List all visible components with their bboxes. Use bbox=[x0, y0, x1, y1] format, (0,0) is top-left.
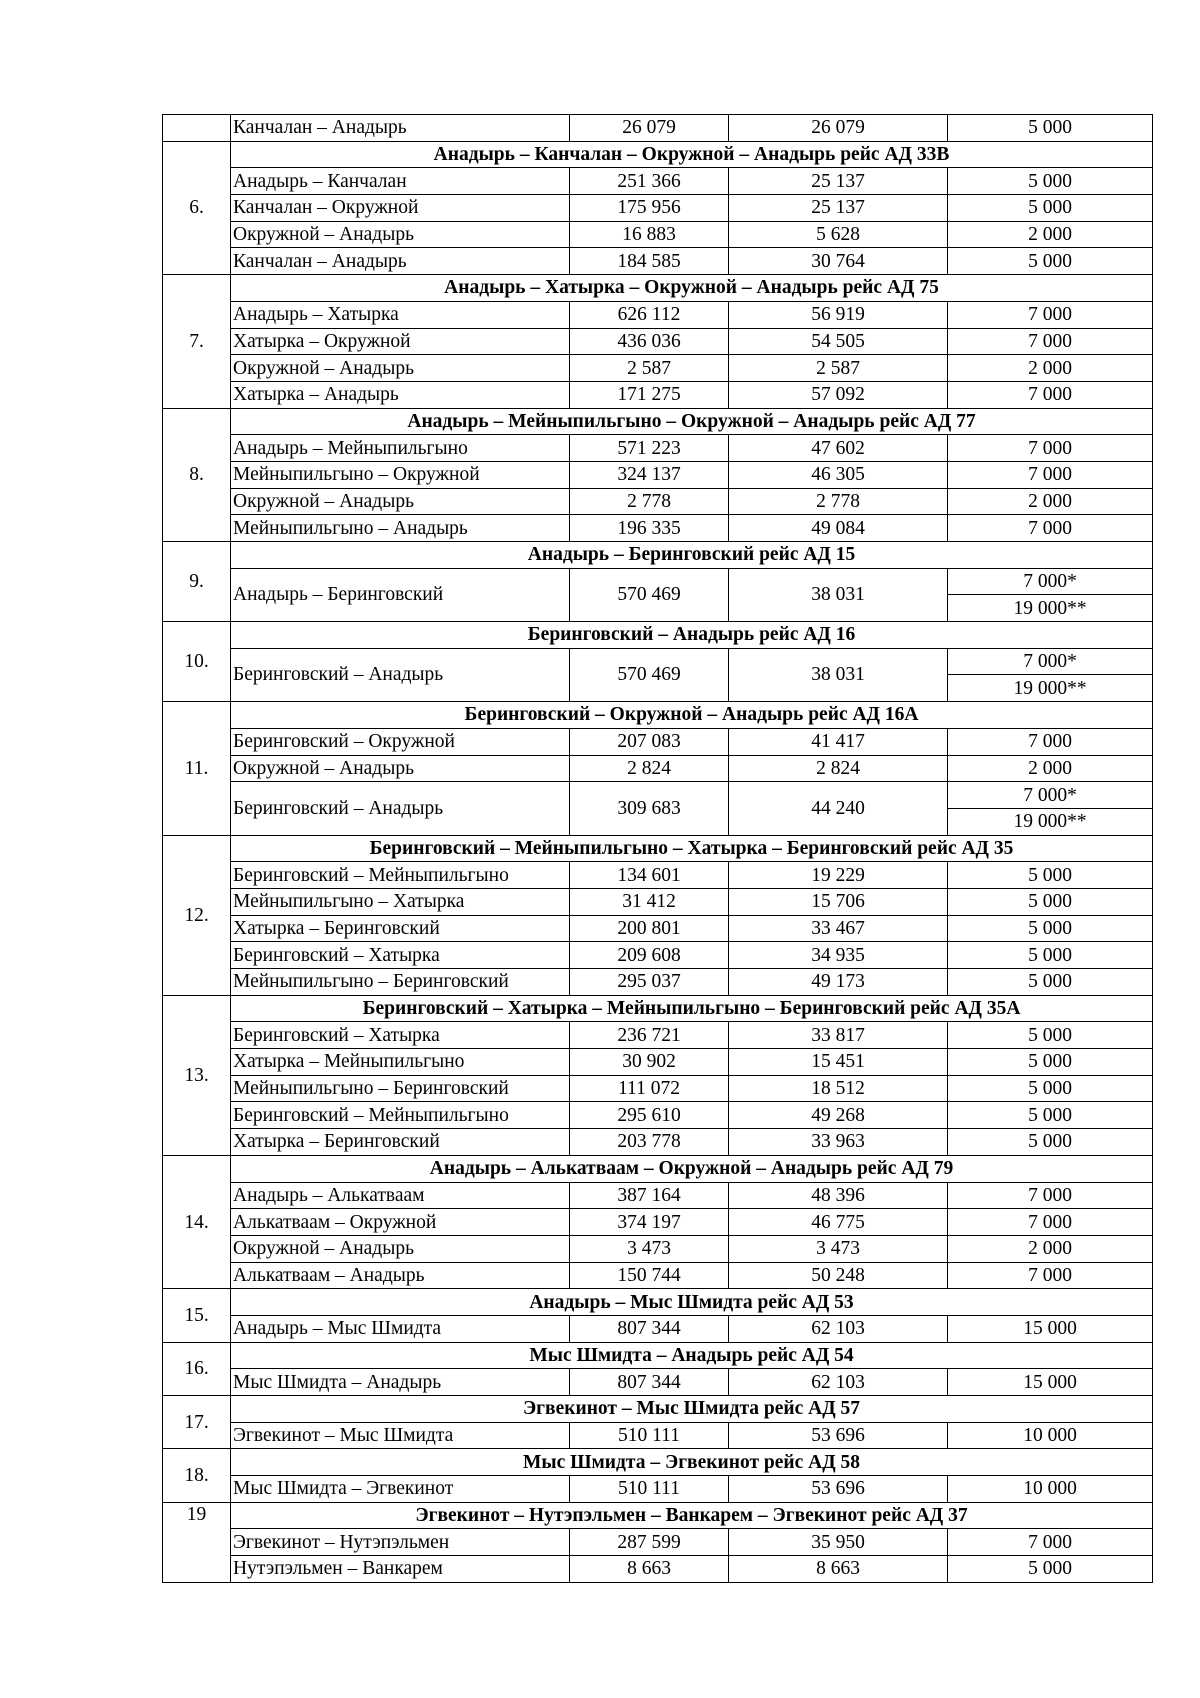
segment-row bbox=[163, 328, 1153, 355]
row-number: 19 bbox=[163, 1502, 231, 1582]
segment-row bbox=[163, 942, 1153, 969]
segment-value-a: 200 801 bbox=[570, 915, 729, 942]
row-number: 8. bbox=[163, 408, 231, 541]
segment-route: Анадырь – Беринговский bbox=[231, 568, 570, 621]
segment-value-a: 510 111 bbox=[570, 1476, 729, 1503]
segment-value-b: 18 512 bbox=[729, 1075, 948, 1102]
segment-route: Эгвекинот – Мыс Шмидта bbox=[231, 1422, 570, 1449]
segment-route: Окружной – Анадырь bbox=[231, 1235, 570, 1262]
segment-value-c: 7 000 bbox=[948, 515, 1153, 542]
segment-value-c: 2 000 bbox=[948, 355, 1153, 382]
segment-route: Эгвекинот – Нутэпэльмен bbox=[231, 1529, 570, 1556]
segment-value-c2: 19 000** bbox=[948, 808, 1153, 835]
segment-value-c: 5 000 bbox=[948, 862, 1153, 889]
segment-value-b: 35 950 bbox=[729, 1529, 948, 1556]
segment-value-b: 34 935 bbox=[729, 942, 948, 969]
flight-title: Анадырь – Беринговский рейс АД 15 bbox=[231, 542, 1153, 569]
flight-header-row bbox=[163, 1289, 1153, 1316]
flight-title: Анадырь – Мейныпильгыно – Окружной – Анадырь рейс АД 77 bbox=[231, 408, 1153, 435]
segment-route: Анадырь – Мыс Шмидта bbox=[231, 1315, 570, 1342]
segment-value-c2: 19 000** bbox=[948, 595, 1153, 622]
segment-value-b: 48 396 bbox=[729, 1182, 948, 1209]
segment-value-b: 15 706 bbox=[729, 888, 948, 915]
row-number: 15. bbox=[163, 1289, 231, 1342]
segment-value-c: 5 000 bbox=[948, 1022, 1153, 1049]
segment-value-c: 2 000 bbox=[948, 488, 1153, 515]
tariff-table bbox=[162, 114, 1153, 1583]
segment-value-b: 62 103 bbox=[729, 1369, 948, 1396]
segment-value-a: 171 275 bbox=[570, 381, 729, 408]
segment-route: Хатырка – Анадырь bbox=[231, 381, 570, 408]
segment-value-c: 7 000 bbox=[948, 435, 1153, 462]
row-number: 11. bbox=[163, 702, 231, 835]
segment-value-a: 436 036 bbox=[570, 328, 729, 355]
segment-value-b: 3 473 bbox=[729, 1235, 948, 1262]
segment-value-c: 2 000 bbox=[948, 221, 1153, 248]
flight-title: Беринговский – Анадырь рейс АД 16 bbox=[231, 622, 1153, 649]
segment-value-c: 2 000 bbox=[948, 755, 1153, 782]
segment-route: Алькатваам – Анадырь bbox=[231, 1262, 570, 1289]
row-number: 13. bbox=[163, 995, 231, 1155]
segment-route: Канчалан – Анадырь bbox=[231, 248, 570, 275]
segment-value-a: 324 137 bbox=[570, 461, 729, 488]
segment-value-b: 26 079 bbox=[729, 115, 948, 142]
segment-row bbox=[163, 1102, 1153, 1129]
segment-route: Беринговский – Окружной bbox=[231, 728, 570, 755]
flight-header-row bbox=[163, 702, 1153, 729]
row-number: 7. bbox=[163, 275, 231, 408]
segment-route: Мейныпильгыно – Окружной bbox=[231, 461, 570, 488]
segment-value-b: 8 663 bbox=[729, 1556, 948, 1583]
segment-value-b: 62 103 bbox=[729, 1315, 948, 1342]
segment-row bbox=[163, 648, 1153, 675]
segment-value-a: 207 083 bbox=[570, 728, 729, 755]
segment-value-c: 5 000 bbox=[948, 115, 1153, 142]
segment-value-b: 19 229 bbox=[729, 862, 948, 889]
segment-row bbox=[163, 1422, 1153, 1449]
segment-value-c: 10 000 bbox=[948, 1422, 1153, 1449]
segment-value-b: 38 031 bbox=[729, 568, 948, 621]
segment-value-a: 175 956 bbox=[570, 195, 729, 222]
flight-title: Беринговский – Окружной – Анадырь рейс АД 16А bbox=[231, 702, 1153, 729]
segment-value-a: 3 473 bbox=[570, 1235, 729, 1262]
flight-title: Анадырь – Хатырка – Окружной – Анадырь рейс АД 75 bbox=[231, 275, 1153, 302]
segment-value-a: 26 079 bbox=[570, 115, 729, 142]
segment-row bbox=[163, 115, 1153, 142]
segment-value-a: 30 902 bbox=[570, 1049, 729, 1076]
segment-route: Окружной – Анадырь bbox=[231, 355, 570, 382]
segment-value-c: 15 000 bbox=[948, 1315, 1153, 1342]
segment-value-a: 2 778 bbox=[570, 488, 729, 515]
segment-route: Хатырка – Беринговский bbox=[231, 915, 570, 942]
segment-route: Беринговский – Хатырка bbox=[231, 1022, 570, 1049]
segment-value-b: 5 628 bbox=[729, 221, 948, 248]
segment-row bbox=[163, 221, 1153, 248]
segment-value-a: 387 164 bbox=[570, 1182, 729, 1209]
segment-value-a: 2 824 bbox=[570, 755, 729, 782]
flight-header-row bbox=[163, 1449, 1153, 1476]
segment-value-a: 184 585 bbox=[570, 248, 729, 275]
segment-row bbox=[163, 461, 1153, 488]
flight-header-row bbox=[163, 408, 1153, 435]
segment-value-c: 7 000 bbox=[948, 328, 1153, 355]
segment-row bbox=[163, 168, 1153, 195]
segment-route: Анадырь – Мейныпильгыно bbox=[231, 435, 570, 462]
flight-header-row bbox=[163, 995, 1153, 1022]
segment-route: Хатырка – Мейныпильгыно bbox=[231, 1049, 570, 1076]
segment-value-b: 33 963 bbox=[729, 1129, 948, 1156]
flight-title: Анадырь – Мыс Шмидта рейс АД 53 bbox=[231, 1289, 1153, 1316]
segment-route: Беринговский – Мейныпильгыно bbox=[231, 862, 570, 889]
segment-row bbox=[163, 568, 1153, 595]
segment-value-c1: 7 000* bbox=[948, 782, 1153, 809]
segment-value-b: 49 084 bbox=[729, 515, 948, 542]
segment-row bbox=[163, 728, 1153, 755]
segment-route: Мыс Шмидта – Анадырь bbox=[231, 1369, 570, 1396]
segment-row bbox=[163, 1022, 1153, 1049]
segment-value-c: 7 000 bbox=[948, 381, 1153, 408]
flight-header-row bbox=[163, 1342, 1153, 1369]
segment-value-c: 5 000 bbox=[948, 942, 1153, 969]
flight-header-row bbox=[163, 141, 1153, 168]
segment-value-c: 5 000 bbox=[948, 915, 1153, 942]
flight-header-row bbox=[163, 1155, 1153, 1182]
segment-row bbox=[163, 381, 1153, 408]
segment-route: Хатырка – Окружной bbox=[231, 328, 570, 355]
flight-header-row bbox=[163, 622, 1153, 649]
segment-value-c: 5 000 bbox=[948, 1129, 1153, 1156]
flight-title: Мыс Шмидта – Эгвекинот рейс АД 58 bbox=[231, 1449, 1153, 1476]
segment-value-c: 5 000 bbox=[948, 1049, 1153, 1076]
segment-value-a: 287 599 bbox=[570, 1529, 729, 1556]
segment-route: Окружной – Анадырь bbox=[231, 488, 570, 515]
segment-row bbox=[163, 969, 1153, 996]
flight-header-row bbox=[163, 542, 1153, 569]
segment-value-a: 251 366 bbox=[570, 168, 729, 195]
flight-title: Мыс Шмидта – Анадырь рейс АД 54 bbox=[231, 1342, 1153, 1369]
segment-value-b: 53 696 bbox=[729, 1476, 948, 1503]
segment-route: Хатырка – Беринговский bbox=[231, 1129, 570, 1156]
segment-value-a: 111 072 bbox=[570, 1075, 729, 1102]
segment-row bbox=[163, 862, 1153, 889]
segment-row bbox=[163, 1182, 1153, 1209]
segment-route: Мейныпильгыно – Беринговский bbox=[231, 1075, 570, 1102]
segment-value-b: 33 817 bbox=[729, 1022, 948, 1049]
flight-header-row bbox=[163, 1502, 1153, 1529]
segment-route: Беринговский – Мейныпильгыно bbox=[231, 1102, 570, 1129]
segment-route: Анадырь – Хатырка bbox=[231, 301, 570, 328]
segment-row bbox=[163, 755, 1153, 782]
row-number: 17. bbox=[163, 1396, 231, 1449]
segment-row bbox=[163, 915, 1153, 942]
flight-title: Анадырь – Канчалан – Окружной – Анадырь рейс АД 33В bbox=[231, 141, 1153, 168]
segment-row bbox=[163, 488, 1153, 515]
segment-value-a: 626 112 bbox=[570, 301, 729, 328]
row-number bbox=[163, 115, 231, 142]
segment-value-b: 25 137 bbox=[729, 195, 948, 222]
flight-title: Анадырь – Алькатваам – Окружной – Анадырь рейс АД 79 bbox=[231, 1155, 1153, 1182]
segment-value-c: 7 000 bbox=[948, 301, 1153, 328]
segment-value-a: 570 469 bbox=[570, 568, 729, 621]
segment-value-c: 15 000 bbox=[948, 1369, 1153, 1396]
segment-value-b: 56 919 bbox=[729, 301, 948, 328]
segment-value-b: 46 305 bbox=[729, 461, 948, 488]
segment-value-a: 295 610 bbox=[570, 1102, 729, 1129]
segment-value-c: 5 000 bbox=[948, 1102, 1153, 1129]
segment-route: Мейныпильгыно – Беринговский bbox=[231, 969, 570, 996]
segment-value-a: 2 587 bbox=[570, 355, 729, 382]
segment-value-b: 30 764 bbox=[729, 248, 948, 275]
segment-value-c: 7 000 bbox=[948, 1209, 1153, 1236]
segment-value-a: 807 344 bbox=[570, 1369, 729, 1396]
segment-row bbox=[163, 1529, 1153, 1556]
segment-value-a: 295 037 bbox=[570, 969, 729, 996]
segment-value-b: 38 031 bbox=[729, 648, 948, 701]
segment-value-c: 2 000 bbox=[948, 1235, 1153, 1262]
segment-row bbox=[163, 515, 1153, 542]
segment-value-c2: 19 000** bbox=[948, 675, 1153, 702]
row-number: 18. bbox=[163, 1449, 231, 1502]
segment-row bbox=[163, 1315, 1153, 1342]
segment-value-b: 25 137 bbox=[729, 168, 948, 195]
segment-value-b: 44 240 bbox=[729, 782, 948, 835]
segment-row bbox=[163, 355, 1153, 382]
row-number: 10. bbox=[163, 622, 231, 702]
segment-value-a: 236 721 bbox=[570, 1022, 729, 1049]
row-number: 16. bbox=[163, 1342, 231, 1395]
segment-value-b: 57 092 bbox=[729, 381, 948, 408]
segment-row bbox=[163, 888, 1153, 915]
segment-row bbox=[163, 435, 1153, 462]
segment-value-c: 5 000 bbox=[948, 195, 1153, 222]
flight-title: Эгвекинот – Мыс Шмидта рейс АД 57 bbox=[231, 1396, 1153, 1423]
segment-row bbox=[163, 1556, 1153, 1583]
segment-value-b: 49 268 bbox=[729, 1102, 948, 1129]
segment-row bbox=[163, 248, 1153, 275]
segment-value-b: 2 778 bbox=[729, 488, 948, 515]
segment-value-a: 196 335 bbox=[570, 515, 729, 542]
segment-route: Анадырь – Канчалан bbox=[231, 168, 570, 195]
segment-value-b: 46 775 bbox=[729, 1209, 948, 1236]
tariff-table-body bbox=[163, 115, 1153, 1583]
segment-value-b: 50 248 bbox=[729, 1262, 948, 1289]
segment-value-a: 16 883 bbox=[570, 221, 729, 248]
segment-route: Мейныпильгыно – Хатырка bbox=[231, 888, 570, 915]
segment-row bbox=[163, 1209, 1153, 1236]
segment-route: Беринговский – Хатырка bbox=[231, 942, 570, 969]
segment-value-a: 150 744 bbox=[570, 1262, 729, 1289]
segment-value-c: 5 000 bbox=[948, 168, 1153, 195]
row-number: 14. bbox=[163, 1155, 231, 1288]
segment-value-a: 8 663 bbox=[570, 1556, 729, 1583]
segment-route: Беринговский – Анадырь bbox=[231, 782, 570, 835]
segment-value-a: 134 601 bbox=[570, 862, 729, 889]
segment-value-b: 15 451 bbox=[729, 1049, 948, 1076]
segment-row bbox=[163, 1075, 1153, 1102]
flight-title: Беринговский – Мейныпильгыно – Хатырка – Беринговский рейс АД 35 bbox=[231, 835, 1153, 862]
segment-row bbox=[163, 1129, 1153, 1156]
segment-value-b: 41 417 bbox=[729, 728, 948, 755]
segment-row bbox=[163, 1262, 1153, 1289]
segment-value-c: 7 000 bbox=[948, 461, 1153, 488]
segment-value-a: 309 683 bbox=[570, 782, 729, 835]
segment-value-c: 5 000 bbox=[948, 1556, 1153, 1583]
segment-route: Окружной – Анадырь bbox=[231, 221, 570, 248]
row-number: 9. bbox=[163, 542, 231, 622]
segment-value-c: 5 000 bbox=[948, 888, 1153, 915]
flight-header-row bbox=[163, 1396, 1153, 1423]
segment-row bbox=[163, 301, 1153, 328]
segment-value-b: 33 467 bbox=[729, 915, 948, 942]
segment-row bbox=[163, 1049, 1153, 1076]
segment-route: Беринговский – Анадырь bbox=[231, 648, 570, 701]
segment-route: Мыс Шмидта – Эгвекинот bbox=[231, 1476, 570, 1503]
row-number: 6. bbox=[163, 141, 231, 274]
segment-value-a: 570 469 bbox=[570, 648, 729, 701]
segment-value-b: 54 505 bbox=[729, 328, 948, 355]
segment-row bbox=[163, 195, 1153, 222]
segment-value-c: 7 000 bbox=[948, 1182, 1153, 1209]
segment-value-a: 807 344 bbox=[570, 1315, 729, 1342]
segment-row bbox=[163, 1476, 1153, 1503]
segment-row bbox=[163, 1369, 1153, 1396]
segment-value-a: 203 778 bbox=[570, 1129, 729, 1156]
segment-route: Мейныпильгыно – Анадырь bbox=[231, 515, 570, 542]
segment-value-c: 5 000 bbox=[948, 1075, 1153, 1102]
segment-route: Канчалан – Окружной bbox=[231, 195, 570, 222]
flight-title: Беринговский – Хатырка – Мейныпильгыно – Беринговский рейс АД 35А bbox=[231, 995, 1153, 1022]
segment-value-b: 47 602 bbox=[729, 435, 948, 462]
segment-value-c1: 7 000* bbox=[948, 568, 1153, 595]
row-number: 12. bbox=[163, 835, 231, 995]
segment-value-c: 5 000 bbox=[948, 969, 1153, 996]
segment-value-b: 53 696 bbox=[729, 1422, 948, 1449]
segment-value-b: 2 824 bbox=[729, 755, 948, 782]
segment-row bbox=[163, 1235, 1153, 1262]
segment-value-a: 571 223 bbox=[570, 435, 729, 462]
segment-value-a: 31 412 bbox=[570, 888, 729, 915]
segment-route: Анадырь – Алькатваам bbox=[231, 1182, 570, 1209]
segment-row bbox=[163, 782, 1153, 809]
segment-value-a: 374 197 bbox=[570, 1209, 729, 1236]
segment-route: Канчалан – Анадырь bbox=[231, 115, 570, 142]
segment-value-b: 2 587 bbox=[729, 355, 948, 382]
segment-value-c: 5 000 bbox=[948, 248, 1153, 275]
flight-header-row bbox=[163, 275, 1153, 302]
segment-value-c1: 7 000* bbox=[948, 648, 1153, 675]
segment-value-a: 209 608 bbox=[570, 942, 729, 969]
segment-route: Окружной – Анадырь bbox=[231, 755, 570, 782]
segment-route: Нутэпэльмен – Ванкарем bbox=[231, 1556, 570, 1583]
flight-header-row bbox=[163, 835, 1153, 862]
segment-value-c: 7 000 bbox=[948, 728, 1153, 755]
segment-route: Алькатваам – Окружной bbox=[231, 1209, 570, 1236]
segment-value-b: 49 173 bbox=[729, 969, 948, 996]
flight-title: Эгвекинот – Нутэпэльмен – Ванкарем – Эгвекинот рейс АД 37 bbox=[231, 1502, 1153, 1529]
segment-value-c: 10 000 bbox=[948, 1476, 1153, 1503]
segment-value-a: 510 111 bbox=[570, 1422, 729, 1449]
segment-value-c: 7 000 bbox=[948, 1262, 1153, 1289]
segment-value-c: 7 000 bbox=[948, 1529, 1153, 1556]
